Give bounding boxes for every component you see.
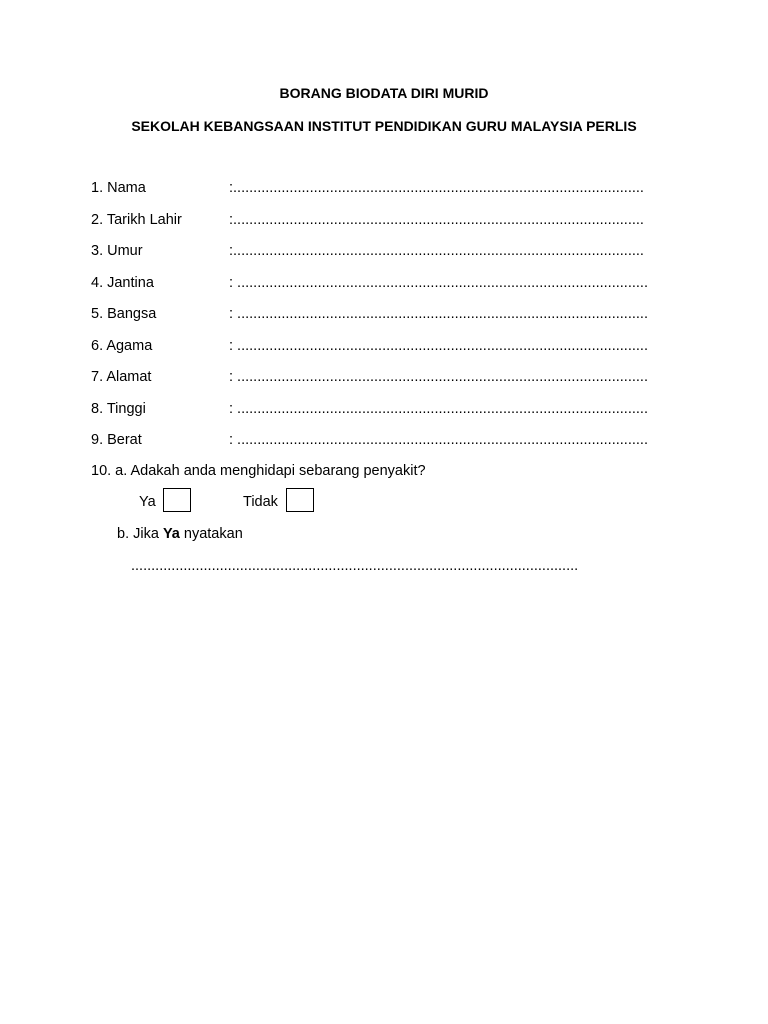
field-umur — [91, 243, 691, 263]
field-nama — [91, 180, 691, 200]
field-label: 8. Tinggi — [91, 401, 146, 417]
field-label: 7. Alamat — [91, 369, 152, 385]
field-alamat — [91, 369, 691, 389]
fill-line[interactable]: : ...................................................................................................... — [229, 275, 648, 291]
no-checkbox[interactable] — [286, 488, 314, 512]
question-10b-suffix: nyatakan — [179, 526, 243, 542]
question-10b-bold: Ya — [162, 526, 180, 542]
fill-line[interactable]: : ...................................................................................................... — [229, 306, 648, 322]
fill-line[interactable]: : ...................................................................................................... — [229, 369, 648, 385]
school-name: SEKOLAH KEBANGSAAN INSTITUT PENDIDIKAN GURU MALAYSIA PERLIS — [131, 118, 637, 134]
field-agama — [91, 338, 691, 358]
fill-line[interactable]: :...................................................................................................... — [229, 212, 644, 228]
form-title: BORANG BIODATA DIRI MURID — [279, 85, 489, 101]
yes-checkbox[interactable] — [163, 488, 191, 512]
field-bangsa — [91, 306, 691, 326]
answer-line[interactable]: ............................................................................................................... — [131, 558, 579, 574]
fill-line[interactable]: : ...................................................................................................... — [229, 401, 648, 417]
fill-line[interactable]: :...................................................................................................... — [229, 243, 644, 259]
fill-line[interactable]: :...................................................................................................... — [229, 180, 644, 196]
field-label: 5. Bangsa — [91, 306, 157, 322]
field-label: 3. Umur — [91, 243, 143, 259]
field-jantina — [91, 275, 691, 295]
fill-line[interactable]: : ...................................................................................................... — [229, 338, 648, 354]
question-10b — [117, 526, 243, 542]
question-10a: 10. a. Adakah anda menghidapi sebarang penyakit? — [91, 463, 426, 479]
field-label: 2. Tarikh Lahir — [91, 212, 182, 228]
option-no-label: Tidak — [243, 494, 278, 510]
field-label: 6. Agama — [91, 338, 153, 354]
field-tarikh-lahir — [91, 212, 691, 232]
field-tinggi — [91, 401, 691, 421]
fill-line[interactable]: : ...................................................................................................... — [229, 432, 648, 448]
option-yes-label: Ya — [139, 494, 156, 510]
field-berat — [91, 432, 691, 452]
field-label: 1. Nama — [91, 180, 146, 196]
field-label: 9. Berat — [91, 432, 142, 448]
field-label: 4. Jantina — [91, 275, 154, 291]
question-10b-prefix: b. Jika — [117, 526, 163, 542]
